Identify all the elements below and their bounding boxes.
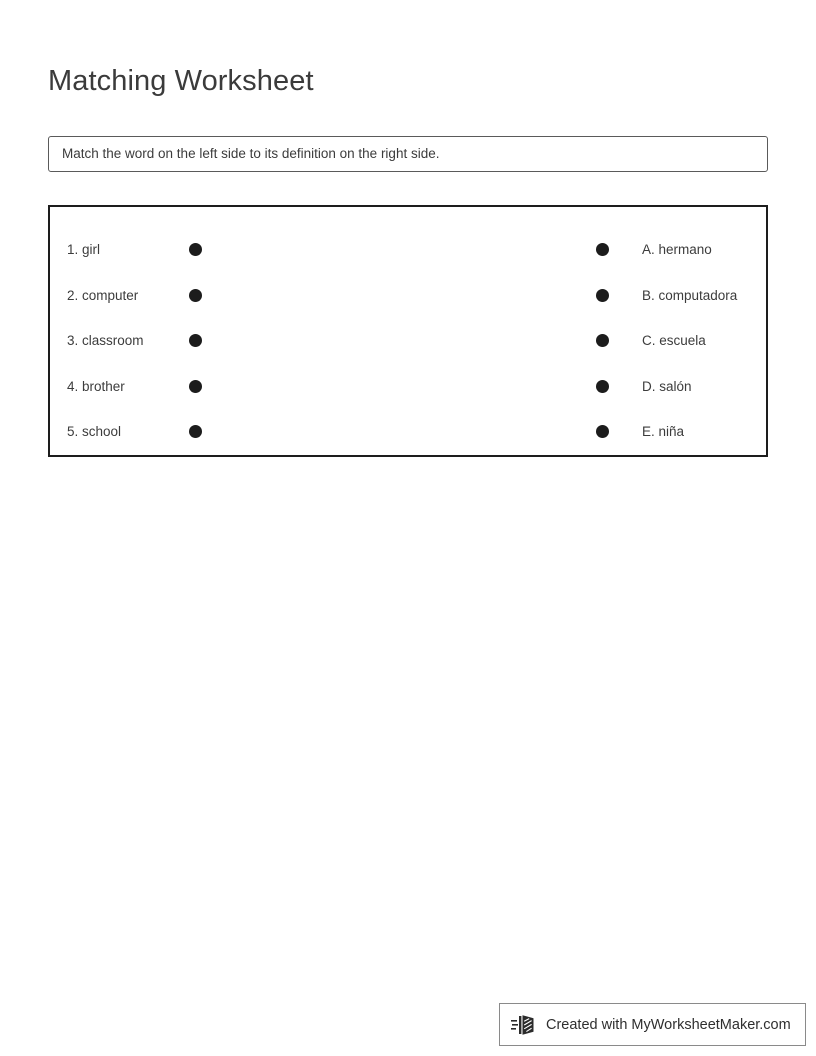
left-item-label: 4. brother — [67, 378, 125, 394]
matching-left-column — [67, 227, 202, 455]
match-dot-left-2[interactable] — [189, 289, 202, 302]
right-item-label: C. escuela — [642, 333, 706, 349]
attribution-badge — [499, 1003, 806, 1046]
list-item — [596, 364, 737, 410]
right-item-label: E. niña — [642, 424, 685, 440]
match-dot-right-d[interactable] — [596, 380, 609, 393]
right-item-label: A. hermano — [642, 242, 712, 258]
right-item-label: D. salón — [642, 378, 692, 394]
attribution-text: Created with MyWorksheetMaker.com — [546, 1016, 791, 1033]
matching-exercise-box — [48, 205, 768, 457]
list-item — [596, 318, 737, 364]
match-dot-left-4[interactable] — [189, 380, 202, 393]
matching-right-column — [596, 227, 737, 455]
match-dot-right-a[interactable] — [596, 243, 609, 256]
list-item — [596, 273, 737, 319]
match-dot-left-1[interactable] — [189, 243, 202, 256]
list-item — [67, 409, 202, 455]
list-item — [596, 409, 737, 455]
list-item — [67, 273, 202, 319]
page-title: Matching Worksheet — [48, 65, 314, 98]
left-item-label: 5. school — [67, 424, 122, 440]
match-dot-right-e[interactable] — [596, 425, 609, 438]
instructions-box — [48, 136, 768, 172]
list-item — [596, 227, 737, 273]
list-item — [67, 318, 202, 364]
matching-columns — [50, 207, 766, 455]
list-item — [67, 227, 202, 273]
left-item-label: 1. girl — [67, 242, 101, 258]
worksheet-maker-logo-icon — [511, 1012, 539, 1038]
list-item — [67, 364, 202, 410]
left-item-label: 2. computer — [67, 287, 139, 303]
match-dot-left-5[interactable] — [189, 425, 202, 438]
instructions-text: Match the word on the left side to its definition on the right side. — [62, 146, 440, 162]
right-item-label: B. computadora — [642, 287, 738, 303]
match-dot-right-c[interactable] — [596, 334, 609, 347]
match-dot-left-3[interactable] — [189, 334, 202, 347]
match-dot-right-b[interactable] — [596, 289, 609, 302]
left-item-label: 3. classroom — [67, 333, 144, 349]
